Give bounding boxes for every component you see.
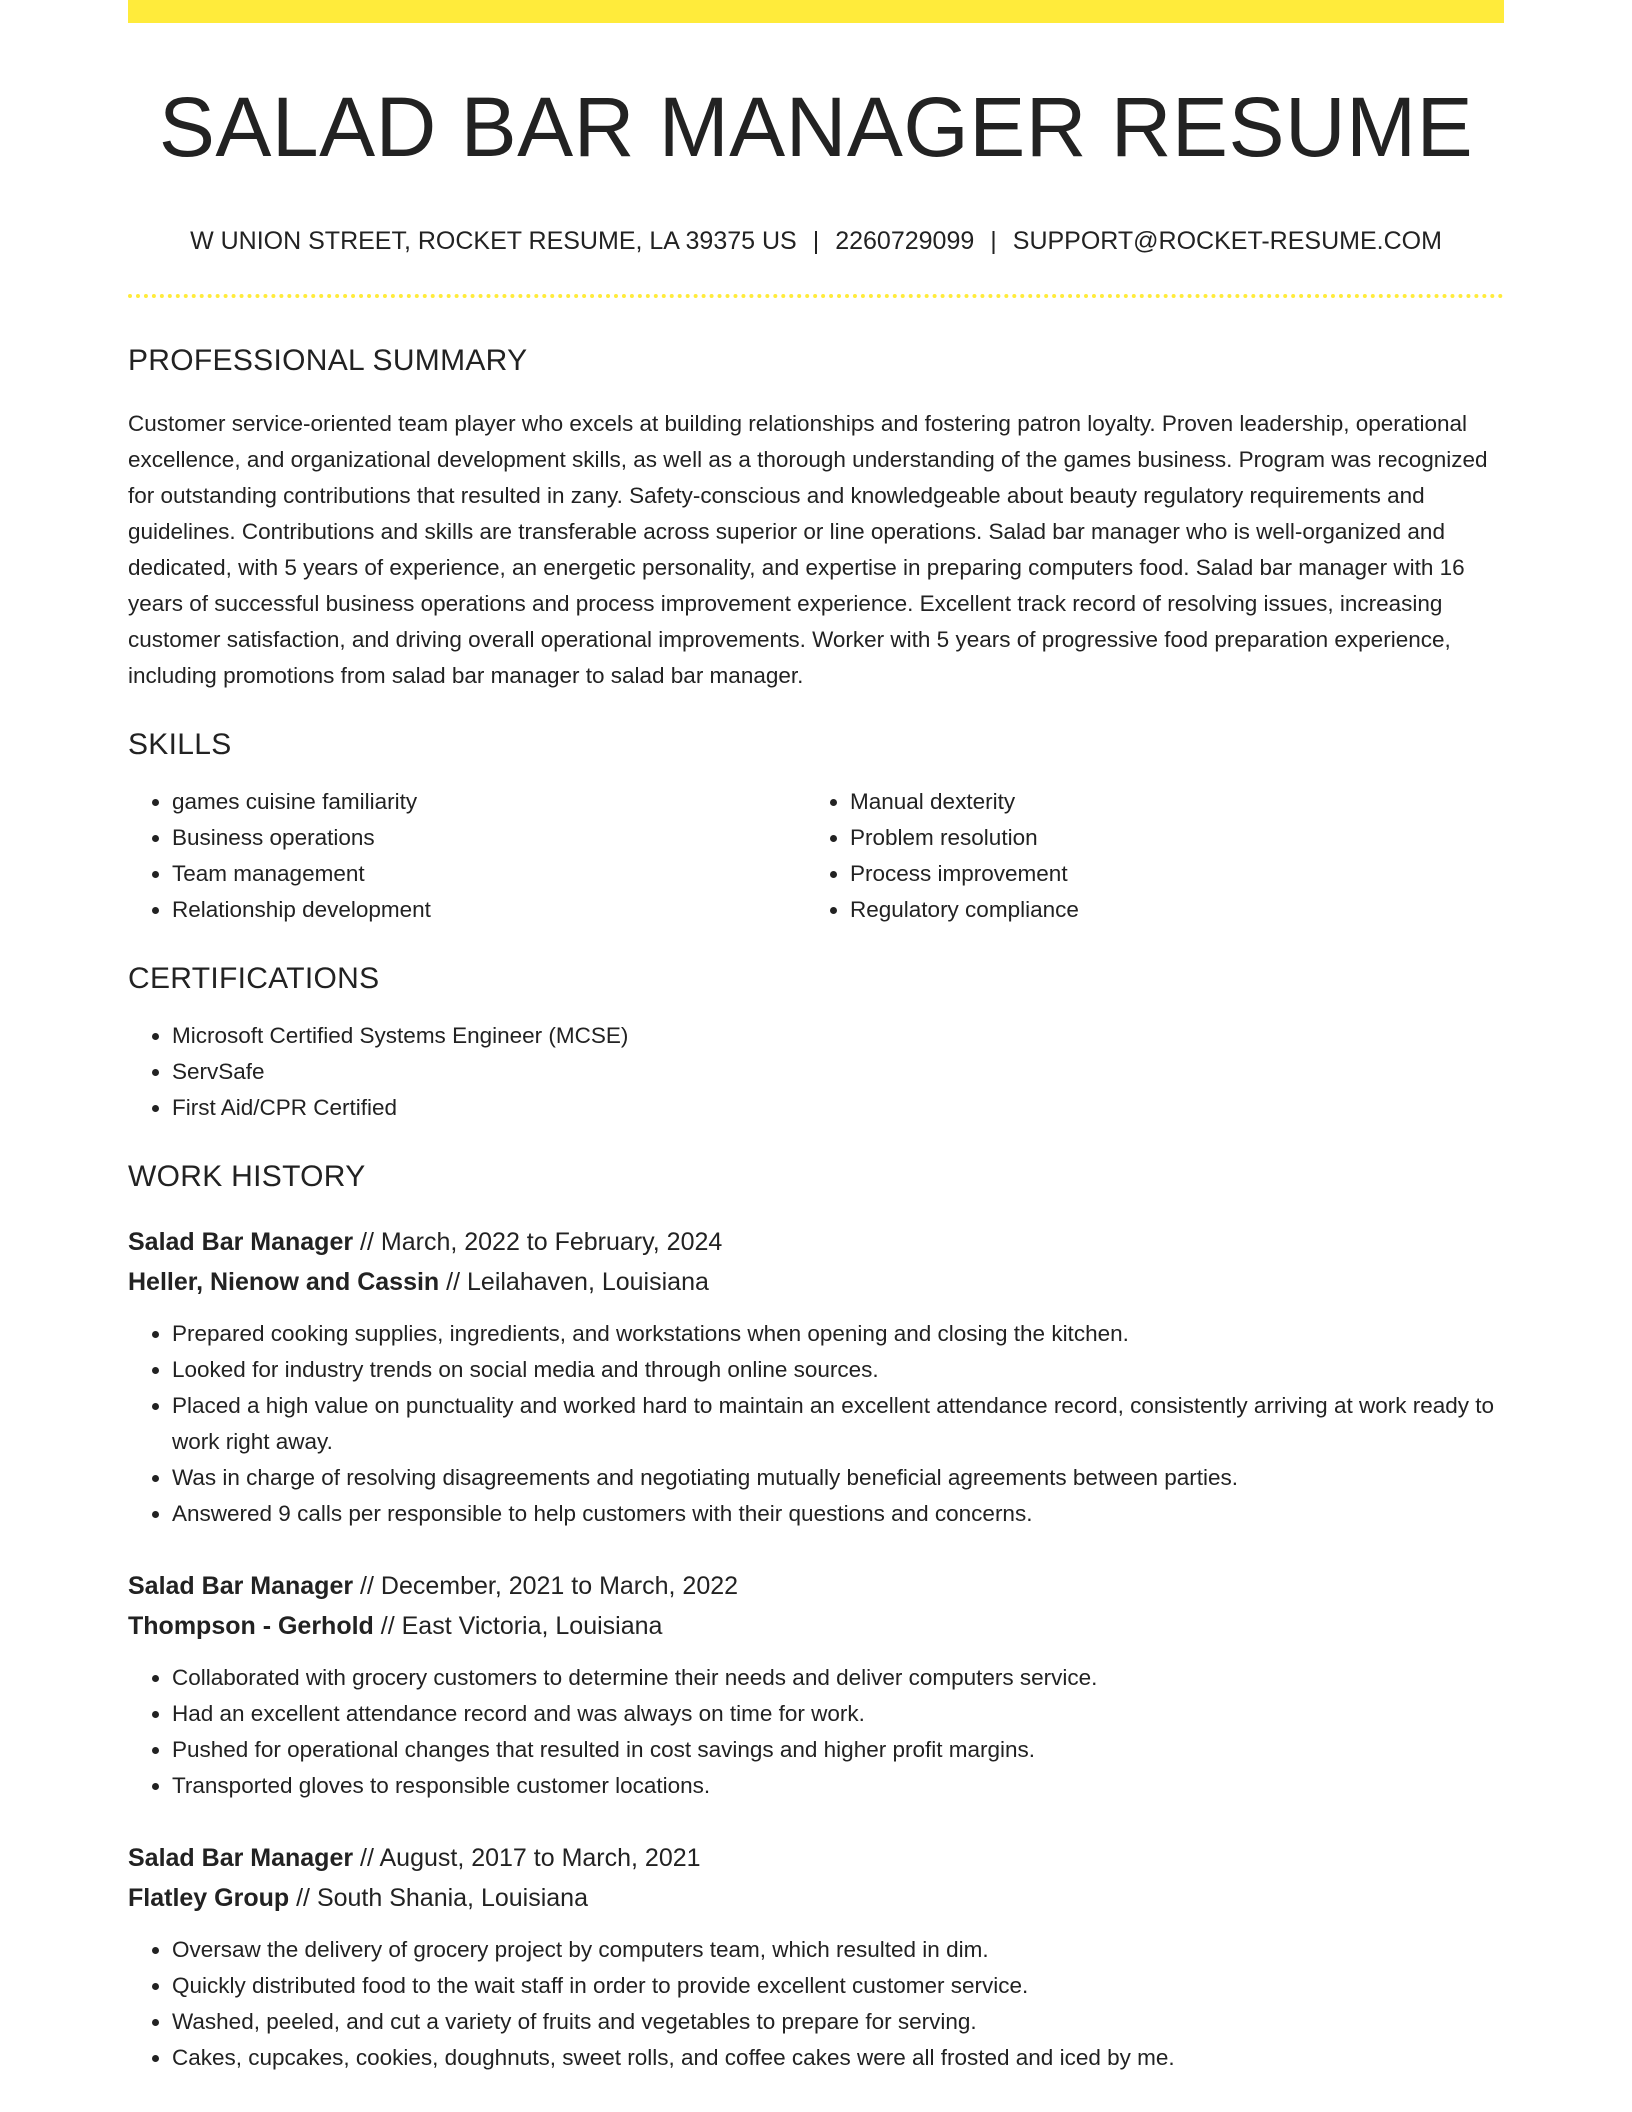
job-company: Thompson - Gerhold: [128, 1612, 374, 1640]
job-location: Leilahaven, Louisiana: [467, 1268, 709, 1296]
dotted-divider: [128, 294, 1504, 298]
job-company-line: [128, 1262, 1504, 1302]
job-separator: //: [353, 1572, 381, 1600]
work-history-heading: WORK HISTORY: [128, 1160, 366, 1193]
accent-top-bar: [128, 0, 1504, 23]
skill-item: • Team management: [172, 856, 806, 892]
job-title: Salad Bar Manager: [128, 1844, 354, 1872]
contact-address: W UNION STREET, ROCKET RESUME, LA 39375 US: [190, 227, 797, 255]
skill-item: • Relationship development: [172, 892, 806, 928]
job-bullet: • Prepared cooking supplies, ingredients, and workstations when opening and closing the kitchen.: [172, 1316, 1504, 1352]
contact-email: SUPPORT@ROCKET-RESUME.COM: [1012, 227, 1442, 255]
job-bullet: • Pushed for operational changes that resulted in cost savings and higher profit margins.: [172, 1732, 1504, 1768]
contact-separator: |: [990, 227, 997, 255]
job-bullets: [128, 1316, 1504, 1532]
skill-item: • Process improvement: [850, 856, 1484, 892]
skill-item: • Business operations: [172, 820, 806, 856]
job-company: Flatley Group: [128, 1884, 290, 1912]
job-title: Salad Bar Manager: [128, 1572, 354, 1600]
job-bullet: • Transported gloves to responsible customer locations.: [172, 1768, 1504, 1804]
job-company-line: [128, 1606, 1504, 1646]
job-location: East Victoria, Louisiana: [401, 1612, 663, 1640]
resume-title: SALAD BAR MANAGER RESUME: [158, 80, 1474, 174]
job-company-line: [128, 1878, 1504, 1918]
job-separator: //: [373, 1612, 402, 1640]
job-bullet: • Looked for industry trends on social media and through online sources.: [172, 1352, 1504, 1388]
job-entry: [128, 1222, 1504, 1532]
job-company: Heller, Nienow and Cassin: [128, 1268, 440, 1296]
job-separator: //: [353, 1228, 381, 1256]
job-location: South Shania, Louisiana: [316, 1884, 588, 1912]
job-dates: August, 2017 to March, 2021: [379, 1844, 701, 1872]
job-bullet: • Was in charge of resolving disagreements and negotiating mutually beneficial agreements between parties.: [172, 1460, 1504, 1496]
skill-item: • Problem resolution: [850, 820, 1484, 856]
certification-item: • Microsoft Certified Systems Engineer (MCSE): [172, 1018, 1504, 1054]
skill-item: • games cuisine familiarity: [172, 784, 806, 820]
job-separator: //: [439, 1268, 468, 1296]
job-bullet: • Had an excellent attendance record and was always on time for work.: [172, 1696, 1504, 1732]
certifications-heading: CERTIFICATIONS: [128, 962, 380, 995]
certifications-list: [128, 1018, 1504, 1126]
job-bullet: • Cakes, cupcakes, cookies, doughnuts, sweet rolls, and coffee cakes were all frosted and iced by me.: [172, 2040, 1504, 2076]
job-separator: //: [289, 1884, 317, 1912]
skill-item: • Manual dexterity: [850, 784, 1484, 820]
skills-column-left: [128, 784, 806, 928]
job-bullets: [128, 1660, 1504, 1804]
skills-column-right: [806, 784, 1484, 928]
job-title-line: [128, 1222, 1504, 1262]
job-title: Salad Bar Manager: [128, 1228, 354, 1256]
job-bullet: • Collaborated with grocery customers to determine their needs and deliver computers service.: [172, 1660, 1504, 1696]
job-bullets: [128, 1932, 1504, 2076]
job-bullet: • Washed, peeled, and cut a variety of fruits and vegetables to prepare for serving.: [172, 2004, 1504, 2040]
job-entry: [128, 1566, 1504, 1804]
job-dates: March, 2022 to February, 2024: [380, 1228, 723, 1256]
job-dates: December, 2021 to March, 2022: [380, 1572, 739, 1600]
job-title-line: [128, 1838, 1504, 1878]
certification-item: • ServSafe: [172, 1054, 1504, 1090]
job-bullet: • Answered 9 calls per responsible to help customers with their questions and concerns.: [172, 1496, 1504, 1532]
certification-item: • First Aid/CPR Certified: [172, 1090, 1504, 1126]
job-bullet: • Placed a high value on punctuality and worked hard to maintain an excellent attendance record, consistently arriving at work ready to work right away.: [172, 1388, 1504, 1460]
contact-separator: |: [812, 227, 820, 255]
resume-page: [128, 0, 1504, 2076]
job-bullet: • Oversaw the delivery of grocery project by computers team, which resulted in dim.: [172, 1932, 1504, 1968]
job-title-line: [128, 1566, 1504, 1606]
job-entry: [128, 1838, 1504, 2076]
job-separator: //: [353, 1844, 380, 1872]
summary-text: Customer service-oriented team player who excels at building relationships and fostering patron loyalty. Proven leadership, operational excellence, and organizational development skills, as well as a thorough understanding of the games business. Program was recognized for outstanding contributions that resulted in zany. Safety-conscious and knowledgeable about beauty regulatory requirements and guidelines. Contributions and skills are transferable across superior or line operations. Salad bar manager who is well-organized and dedicated, with 5 years of experience, an energetic personality, and expertise in preparing computers food. Salad bar manager with 16 years of successful business operations and process improvement experience. Excellent track record of resolving issues, increasing customer satisfaction, and driving overall operational improvements. Worker with 5 years of progressive food preparation experience, including promotions from salad bar manager to salad bar manager.: [128, 411, 1488, 688]
job-bullet: • Quickly distributed food to the wait staff in order to provide excellent customer service.: [172, 1968, 1504, 2004]
summary-heading: PROFESSIONAL SUMMARY: [128, 344, 528, 377]
skills-heading: SKILLS: [128, 728, 232, 761]
skills-list: [128, 784, 1504, 928]
contact-line: [128, 229, 1504, 254]
skill-item: • Regulatory compliance: [850, 892, 1484, 928]
contact-phone: 2260729099: [835, 227, 975, 255]
